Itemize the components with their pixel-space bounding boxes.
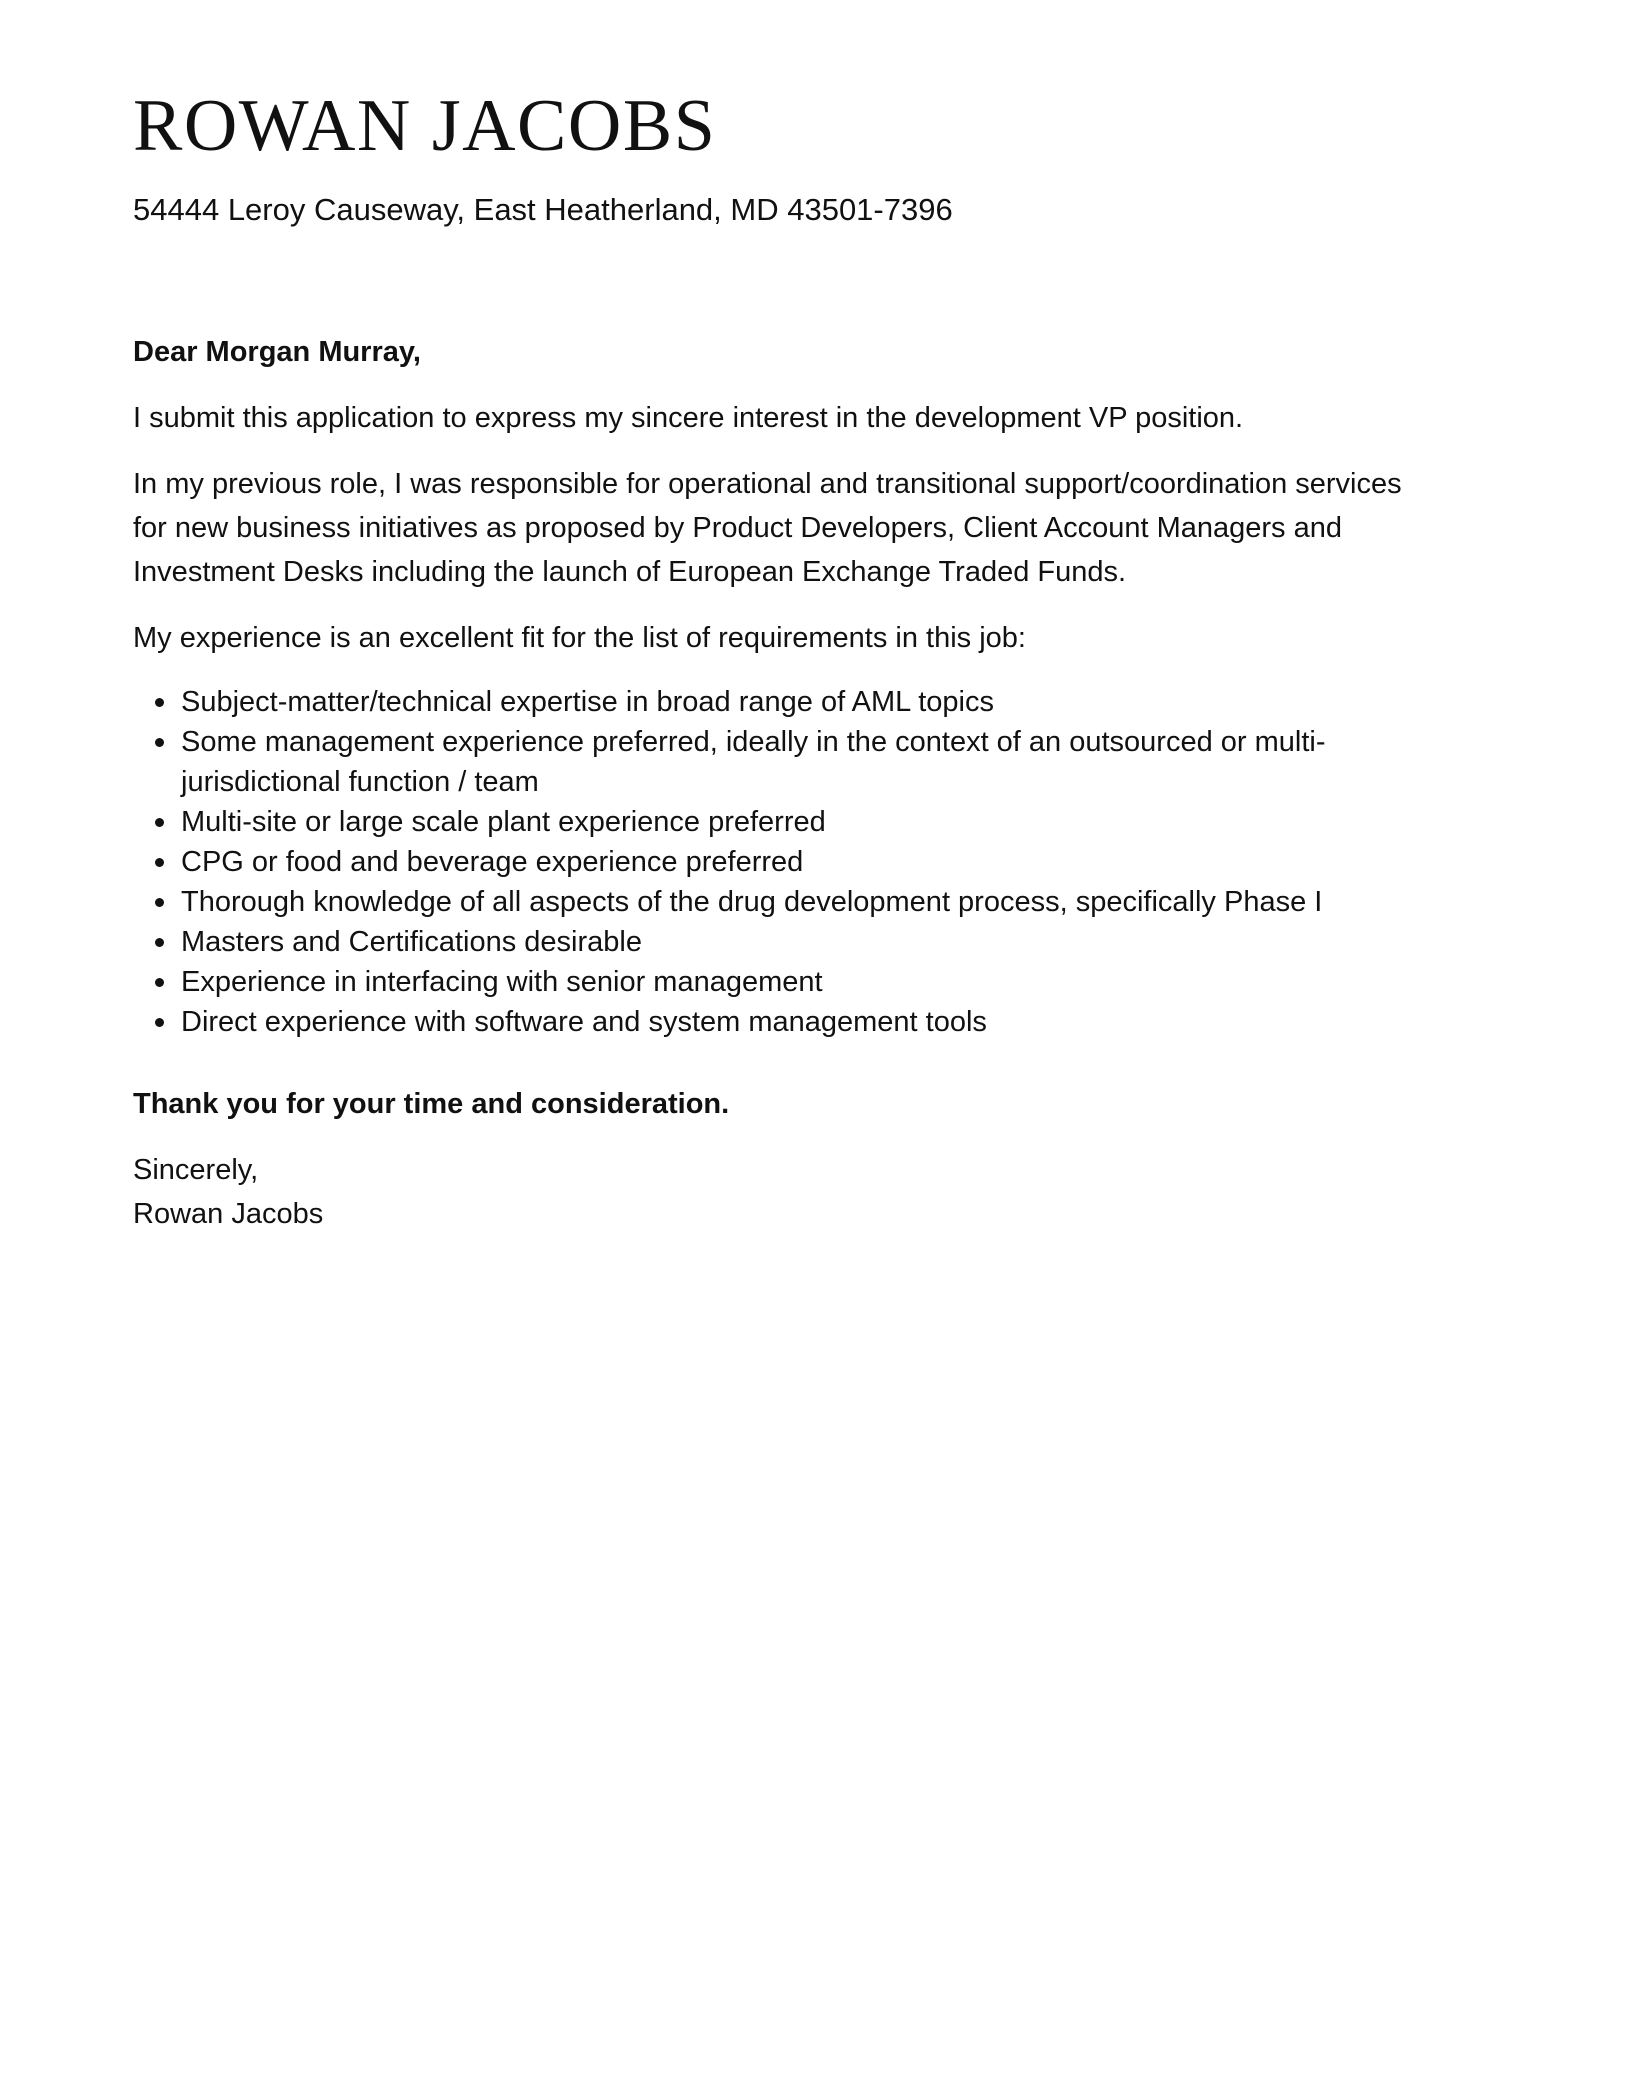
intro-paragraph: I submit this application to express my sincere interest in the development VP position.: [133, 402, 1244, 434]
requirements-list: [133, 682, 1433, 1042]
list-item: Masters and Certifications desirable: [133, 922, 1433, 962]
list-item: Experience in interfacing with senior management: [133, 962, 1433, 1002]
previous-role-paragraph: In my previous role, I was responsible for operational and transitional support/coordination services for new business initiatives as proposed by Product Developers, Client Account Managers and Investment Desks including the launch of European Exchange Traded Funds.: [133, 468, 1402, 588]
signature: Rowan Jacobs: [133, 1198, 324, 1230]
applicant-name: ROWAN JACOBS: [133, 85, 717, 167]
list-item: Direct experience with software and system management tools: [133, 1002, 1433, 1042]
list-item: Multi-site or large scale plant experience preferred: [133, 802, 1433, 842]
list-item: CPG or food and beverage experience preferred: [133, 842, 1433, 882]
list-item: Subject-matter/technical expertise in broad range of AML topics: [133, 682, 1433, 722]
letter-body: [133, 330, 1433, 1236]
closing-line: Thank you for your time and consideration.: [133, 1088, 730, 1120]
fit-statement: My experience is an excellent fit for the list of requirements in this job:: [133, 622, 1026, 654]
signoff: Sincerely,: [133, 1154, 259, 1186]
applicant-address: 54444 Leroy Causeway, East Heatherland, MD 43501-7396: [133, 192, 953, 227]
list-item: Thorough knowledge of all aspects of the drug development process, specifically Phase I: [133, 882, 1433, 922]
list-item: Some management experience preferred, ideally in the context of an outsourced or multi-jurisdictional function / team: [133, 722, 1433, 802]
salutation: Dear Morgan Murray,: [133, 336, 421, 368]
